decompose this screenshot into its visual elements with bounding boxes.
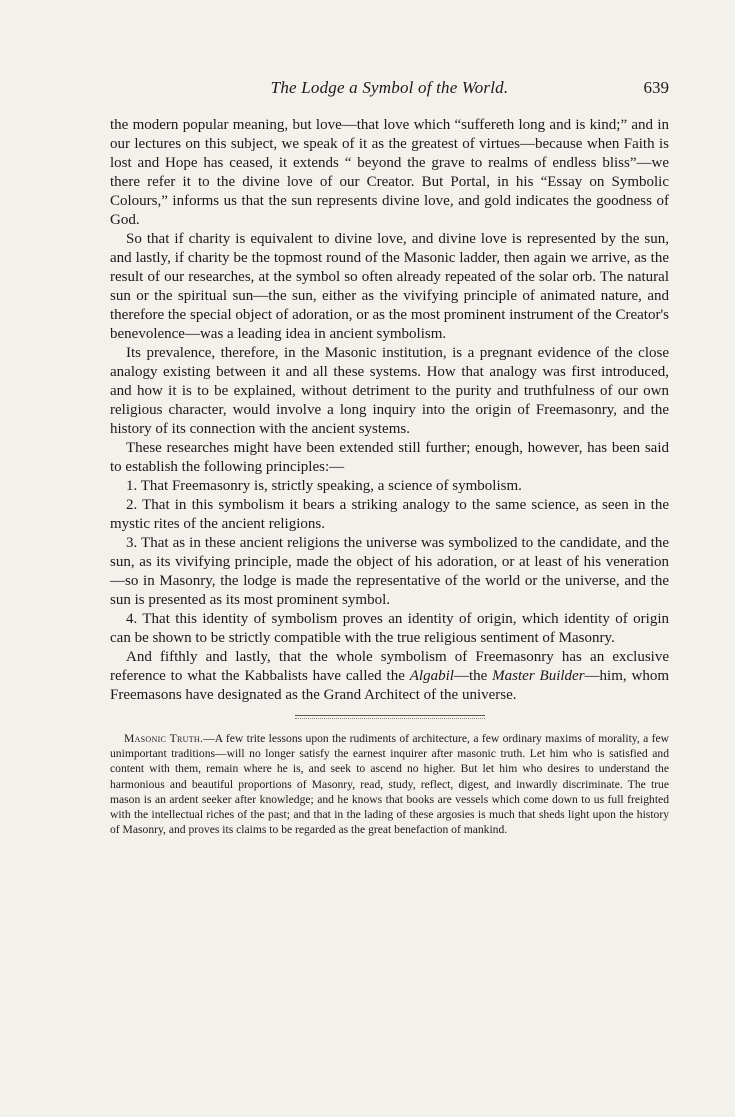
principle-5-dash: —the [453,668,493,684]
running-head [110,78,669,104]
paragraph-1: the modern popular meaning, but love—that love which “suffereth long and is kind;” and in our lectures on this subject, we speak of it as the greatest of virtues—because when Faith is lost and Hope has ceased, it extends “ beyond the grave to realms of endless bliss”—we there refer it to the divine love of our Creator. But Portal, in his “Essay on Symbolic Colours,” informs us that the sun represents divine love, and gold indicates the goodness of God. [110,117,669,228]
term-master-builder: Master Builder [492,668,585,684]
principle-4: 4. That this identity of symbolism proves an identity of origin, which identity of origin can be shown to be strictly compatible with the true religious sentiment of Masonry. [110,611,669,646]
principle-3: 3. That as in these ancient religions the universe was symbolized to the candidate, and the sun, as its vivifying principle, made the object of his adoration, or at least of his veneration—so in Masonry, the lodge is made the representative of the world or the universe, and the sun is presented as its most prominent symbol. [110,535,669,608]
paragraph-3: Its prevalence, therefore, in the Masonic institution, is a pregnant evidence of the close analogy existing between it and all these systems. How that analogy was first introduced, and how it is to be explained, without detriment to the purity and truthfulness of our own religious character, would involve a long inquiry into the origin of Freemasonry, and the history of its connection with the ancient systems. [110,345,669,437]
page-number: 639 [643,78,669,97]
main-text [110,116,669,705]
running-title: The Lodge a Symbol of the World. [270,78,509,97]
principle-5 [110,648,669,705]
principle-2: 2. That in this symbolism it bears a striking analogy to the same science, as seen in the mystic rites of the ancient religions. [110,497,669,532]
principle-1: 1. That Freemasonry is, strictly speaking, a science of symbolism. [126,478,522,494]
paragraph-2: So that if charity is equivalent to divine love, and divine love is represented by the sun, and lastly, if charity be the topmost round of the Masonic ladder, then again we arrive, as the result of our researches, at the symbol so often already repeated of the solar orb. The natural sun or the spiritual sun—the sun, either as the vivifying principle of animated nature, and therefore the special object of adoration, or as the most prominent instrument of the Creator's benevolence—was a leading idea in ancient symbolism. [110,231,669,342]
footnote-text: —A few trite lessons upon the rudiments of architecture, a few ordinary maxims of morality, a few unimportant traditions—will no longer satisfy the earnest inquirer after masonic truth. Let him who is satisfied and content with them, remain where he is, and seek to ascend no higher. But let him who desires to understand the harmonious and beautiful proportions of Masonry, read, study, reflect, digest, and inwardly discriminate. The true mason is an ardent seeker after knowledge; and he knows that books are vessels which come down to us full freighted with the intellectual riches of the past; and that in the lading of these argosies is much that sheds light upon the history of Masonry, and proves its claims to be regarded as the great benefaction of mankind. [110,732,669,837]
principle-5-lead: And fifthly and lastly, that the whole symbolism of Freemasonry has an exclusive reference to what the Kabbalists have called the [110,649,669,684]
footnote [110,731,669,837]
term-algabil: Algabil [409,668,454,684]
paragraph-4: These researches might have been extended still further; enough, however, has been said to establish the following principles:— [110,440,669,475]
principle-5-tail: —him, whom Freemasons have designated as the Grand Architect of the universe. [110,668,669,703]
footnote-heading: Masonic Truth. [124,732,204,745]
footnote-separator [295,715,485,719]
